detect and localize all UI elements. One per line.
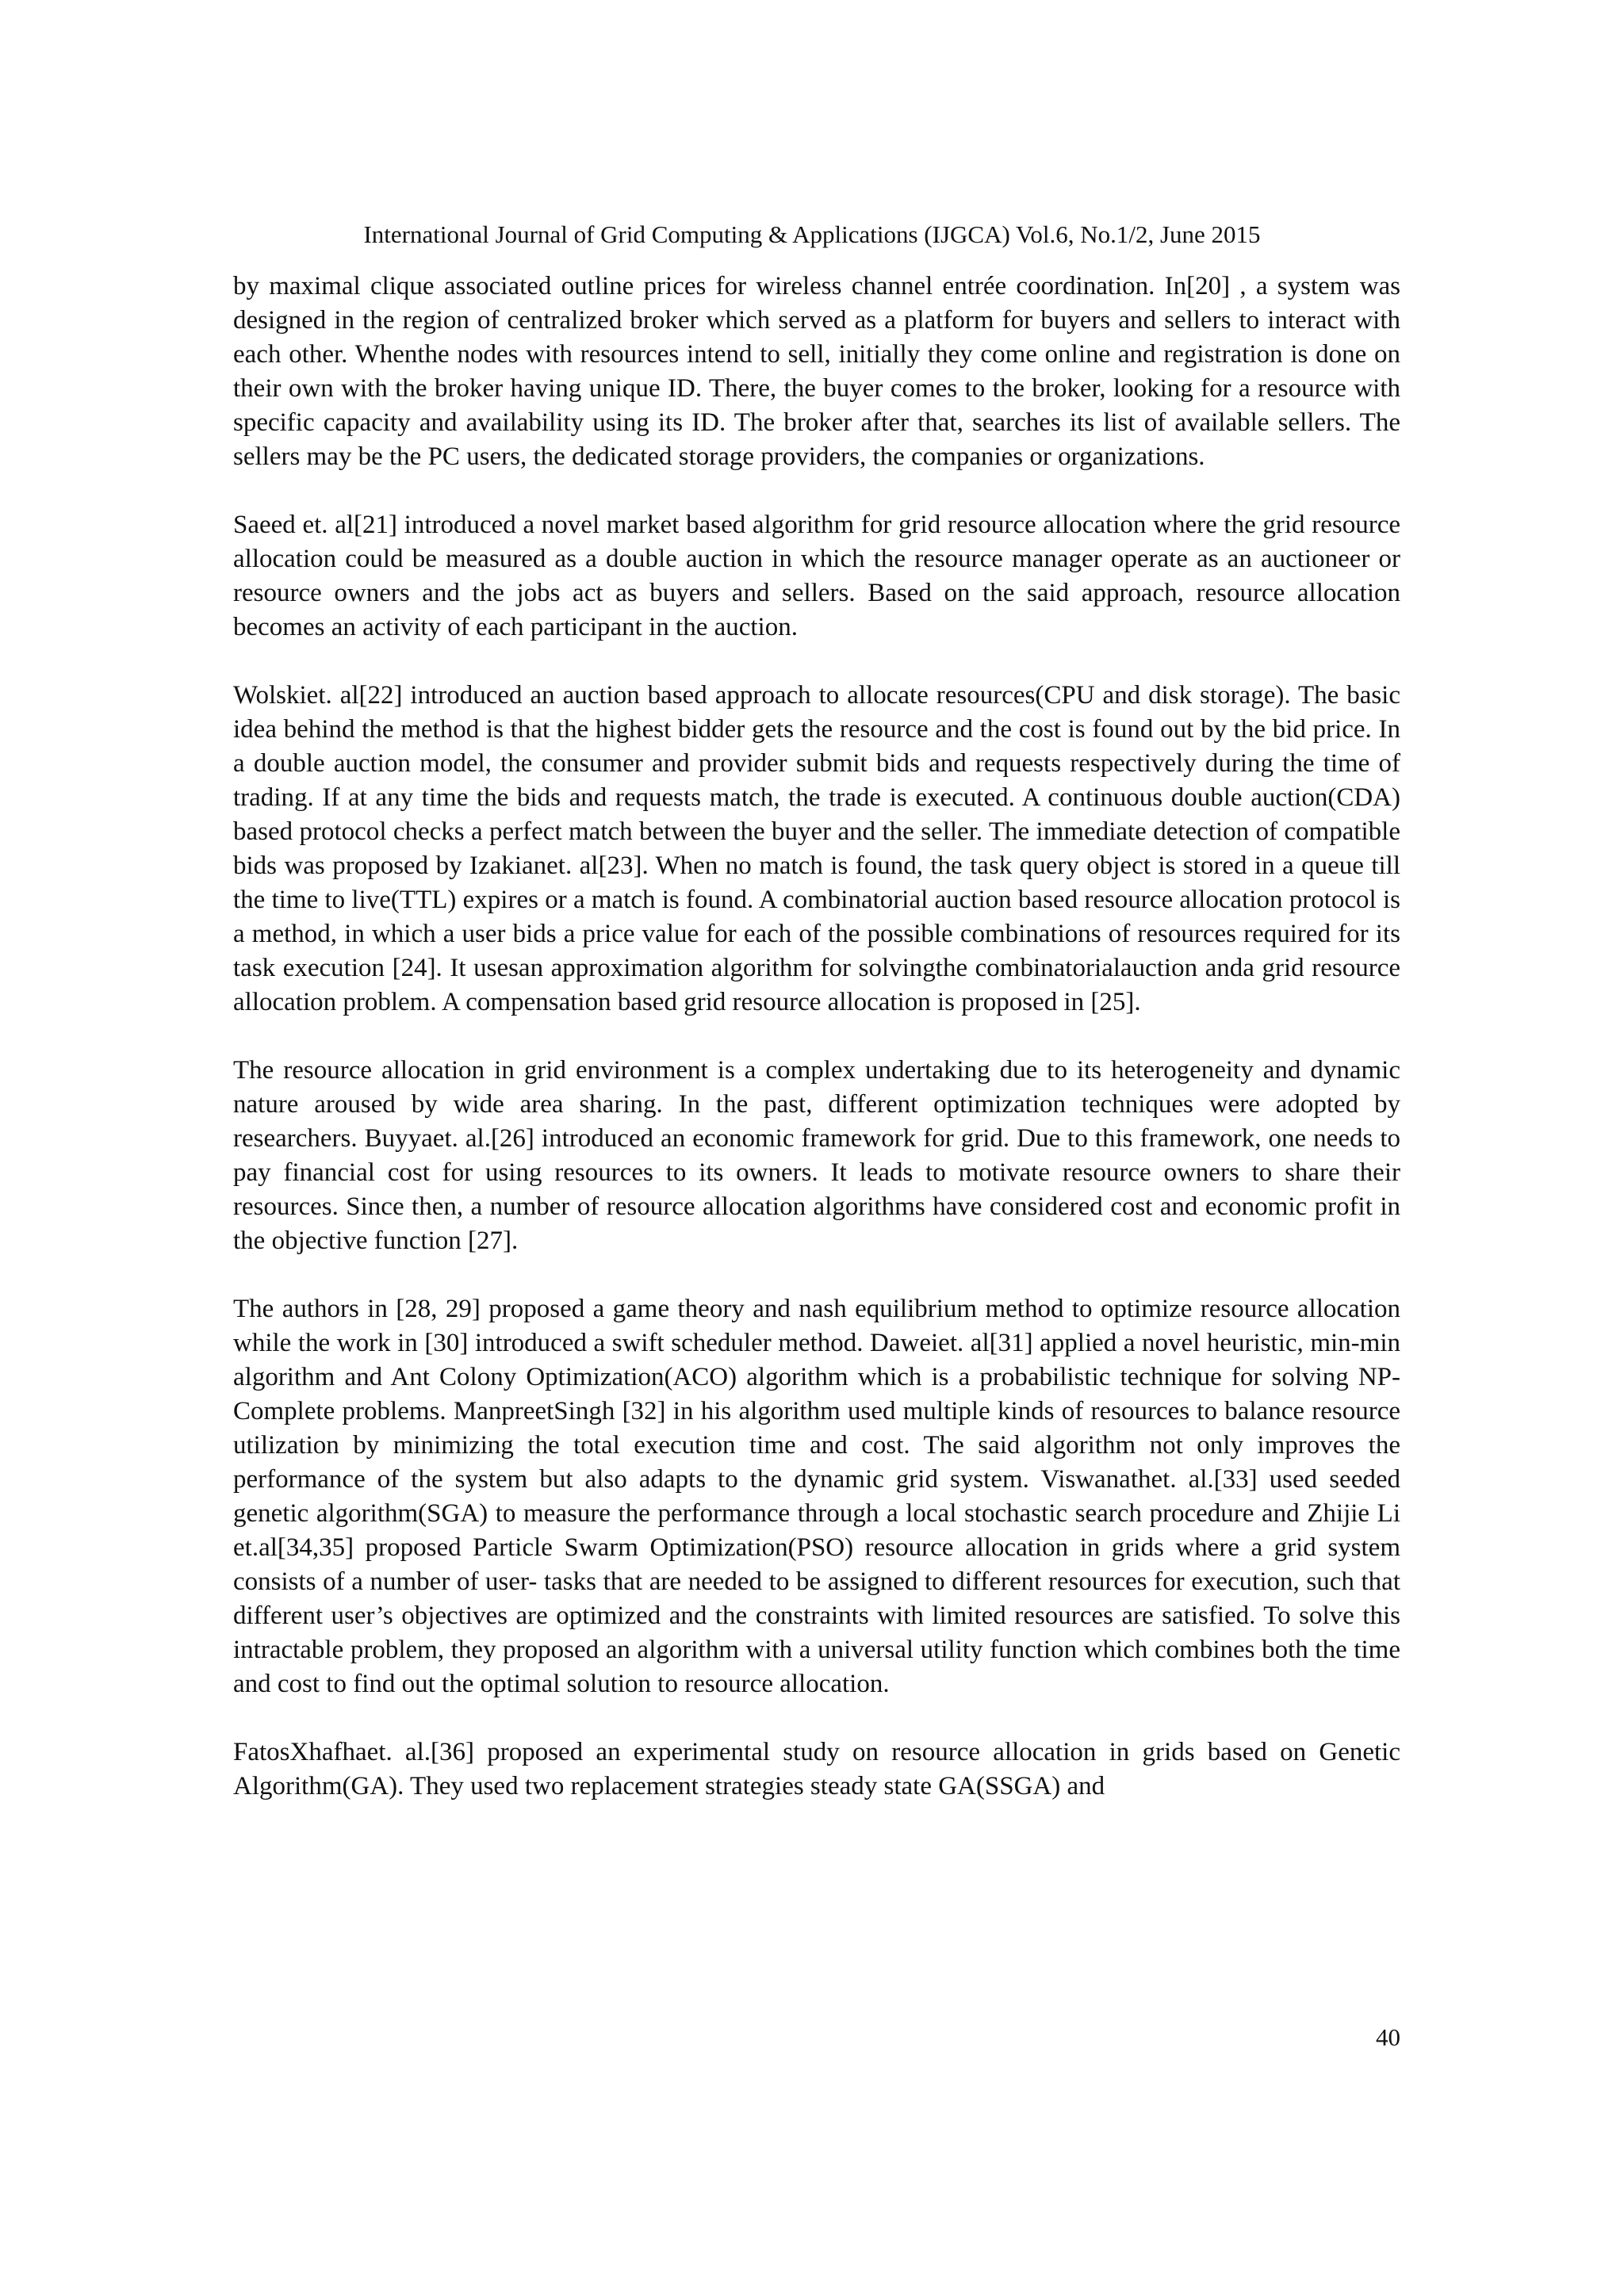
paragraph-broker-system: by maximal clique associated outline prices for wireless channel entrée coordination. In[20] , a system was designed in the region of centralized broker which served as a platform for buyers and sellers to interact with each other. Whenthe nodes with resources intend to sell, initially they come online and registration is done on their own with the broker having unique ID. There, the buyer comes to the broker, looking for a resource with specific capacity and availability using its ID. The broker after that, searches its list of available sellers. The sellers may be the PC users, the dedicated storage providers, the companies or organizations. bbox=[233, 272, 1400, 471]
paragraph-genetic-algorithm: FatosXhafhaet. al.[36] proposed an experimental study on resource allocation in grids based on Genetic Algorithm(GA). They used two replacement strategies steady state GA(SSGA) and bbox=[233, 1738, 1400, 1800]
paragraph-wolski-auction: Wolskiet. al[22] introduced an auction based approach to allocate resources(CPU and disk storage). The basic idea behind the method is that the highest bidder gets the resource and the cost is found out by the bid price. In a double auction model, the consumer and provider submit bids and requests respectively during the time of trading. If at any time the bids and requests match, the trade is executed. A continuous double auction(CDA) based protocol checks a perfect match between the buyer and the seller. The immediate detection of compatible bids was proposed by Izakianet. al[23]. When no match is found, the task query object is stored in a queue till the time to live(TTL) expires or a match is found. A combinatorial auction based resource allocation protocol is a method, in which a user bids a price value for each of the possible combinations of resources required for its task execution [24]. It usesan approximation algorithm for solvingthe combinatorialauction anda grid resource allocation problem. A compensation based grid resource allocation is proposed in [25]. bbox=[233, 681, 1400, 1016]
body-text bbox=[233, 270, 1400, 1838]
paragraph-saeed-double-auction: Saeed et. al[21] introduced a novel market based algorithm for grid resource allocation where the grid resource allocation could be measured as a double auction in which the resource manager operate as an auctioneer or resource owners and the jobs act as buyers and sellers. Based on the said approach, resource allocation becomes an activity of each participant in the auction. bbox=[233, 511, 1400, 641]
paragraph-economic-framework: The resource allocation in grid environment is a complex undertaking due to its heterogeneity and dynamic nature aroused by wide area sharing. In the past, different optimization techniques were adopted by researchers. Buyyaet. al.[26] introduced an economic framework for grid. Due to this framework, one needs to pay financial cost for using resources to its owners. It leads to motivate resource owners to share their resources. Since then, a number of resource allocation algorithms have considered cost and economic profit in the objective function [27]. bbox=[233, 1056, 1400, 1255]
paragraph-optimization-methods: The authors in [28, 29] proposed a game theory and nash equilibrium method to optimize resource allocation while the work in [30] introduced a swift scheduler method. Daweiet. al[31] applied a novel heuristic, min-min algorithm and Ant Colony Optimization(ACO) algorithm which is a probabilistic technique for solving NP- Complete problems. ManpreetSingh [32] in his algorithm used multiple kinds of resources to balance resource utilization by minimizing the total execution time and cost. The said algorithm not only improves the performance of the system but also adapts to the dynamic grid system. Viswanathet. al.[33] used seeded genetic algorithm(SGA) to measure the performance through a local stochastic search procedure and Zhijie Li et.al[34,35] proposed Particle Swarm Optimization(PSO) resource allocation in grids where a grid system consists of a number of user- tasks that are needed to be assigned to different resources for execution, such that different user’s objectives are optimized and the constraints with limited resources are satisfied. To solve this intractable problem, they proposed an algorithm with a universal utility function which combines both the time and cost to find out the optimal solution to resource allocation. bbox=[233, 1295, 1400, 1698]
page-number: 40 bbox=[1376, 2023, 1400, 2051]
running-header: International Journal of Grid Computing & Applications (IJGCA) Vol.6, No.1/2, June 2015 bbox=[363, 220, 1261, 248]
